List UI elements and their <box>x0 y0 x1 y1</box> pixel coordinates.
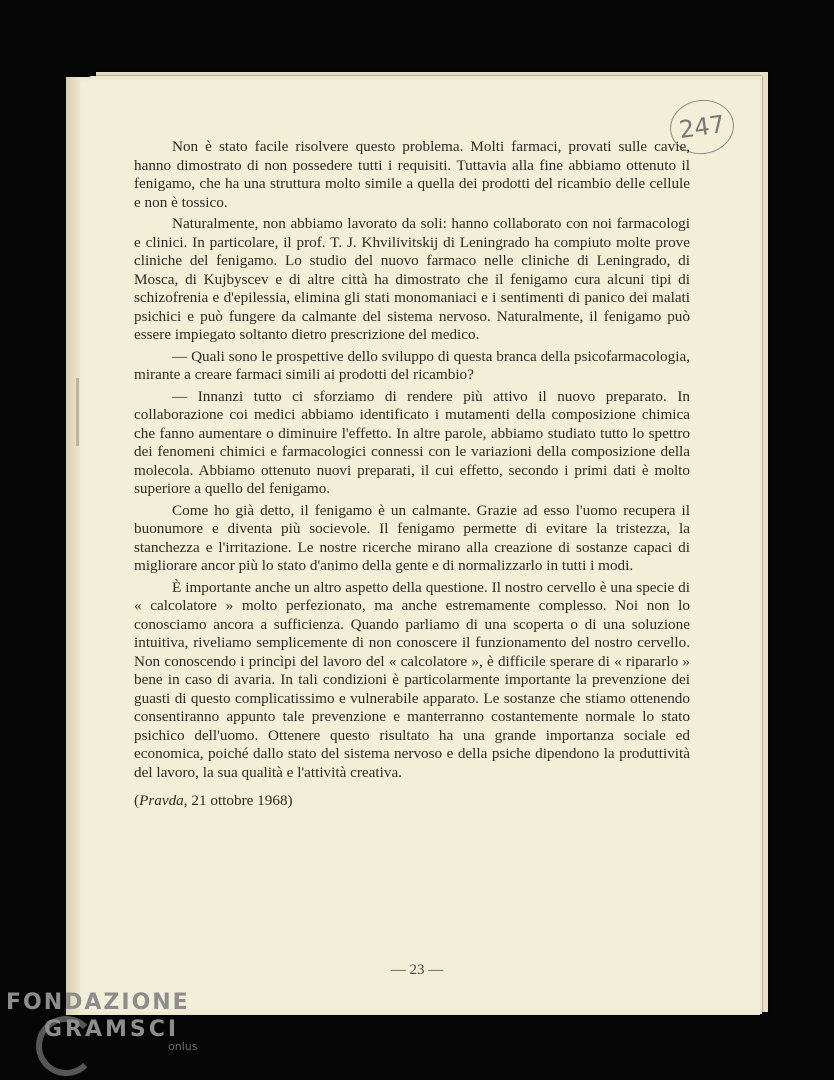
page-number: — 23 — <box>390 962 444 978</box>
logo-line-2: GRAMSCI <box>44 1017 180 1042</box>
source-publication: Pravda, <box>139 792 188 809</box>
paragraph: — Quali sono le prospettive dello sviluppo di questa branca della psicofarmacologia, mirante a creare farmaci simili ai prodotti del ricambio? <box>134 347 690 383</box>
paragraph: — Innanzi tutto ci sforziamo di rendere più attivo il nuovo preparato. In collaborazione coi medici abbiamo identificato i mutamenti della composizione chimica che fanno aumentare o diminuire l'effetto. In altre parole, abbiamo studiato tutto lo spettro dei fenomeni chimici e farmacologici connessi con le variazioni della composizione della molecola. Abbiamo ottenuto nuovi preparati, il cui effetto, secondo i primi dati è molto superiore a quello del fenigamo. <box>134 387 690 497</box>
paragraph: È importante anche un altro aspetto della questione. Il nostro cervello è una specie di « calcolatore » molto perfezionato, ma anche estremamente complesso. Noi non lo conosciamo ancora a sufficienza. Quando parliamo di una scoperta o di una soluzione intuitiva, riveliamo semplicemente di non conoscere il funzionamento del nostro cervello. Non conoscendo i princìpi del lavoro del « calcolatore », è difficile sperare di « ripararlo » bene in caso di avaria. In tali condizioni è particolarmente importante la prevenzione dei guasti di questo complicatissimo e vulnerabile apparato. Le sostanze che stiamo ottenendo consentiranno appunto tale prevenzione e manterranno costantemente normale lo stato psichico dell'uomo. Ottenere questo risultato ha una grande importanza sociale ed economica, poiché dallo stato del sistema nervoso e della psiche dipendono la produttività del lavoro, la sua qualità e l'attività creativa. <box>134 578 690 781</box>
logo-g-mark <box>36 1016 96 1076</box>
source-open: ( <box>134 792 140 809</box>
paragraph: Come ho già detto, il fenigamo è un calmante. Grazie ad esso l'uomo recupera il buonumore e diventa più socievole. Il fenigamo permette di evitare la tristezza, la stanchezza e l'irritazione. Le nostre ricerche mirano alla creazione di sostanze capaci di migliorare ancor più lo stato d'animo della gente e di normalizzarlo in tutti i modi. <box>134 501 690 574</box>
paragraph: Naturalmente, non abbiamo lavorato da soli: hanno collaborato con noi farmacologi e clinici. In particolare, il prof. T. J. Khvilivitskij di Leningrado ha compiuto molte prove cliniche del fenigamo. Lo studio del nuovo farmaco nelle cliniche di Leningrado, di Mosca, di Kujbyscev e di altre città ha dimostrato che il fenigamo cura alcuni tipi di schizofrenia e d'epilessia, elimina gli stati monomaniaci e i sentimenti di panico dei malati psichici e può fungere da calmante del sistema nervoso. Naturalmente, il fenigamo può essere impiegato soltanto dietro prescrizione del medico. <box>134 215 690 343</box>
watermark-logo <box>6 990 197 1053</box>
folio-text: 247 <box>677 109 727 145</box>
article-body <box>134 138 690 814</box>
source-citation <box>134 792 690 811</box>
staple <box>76 378 79 446</box>
paragraph: Non è stato facile risolvere questo problema. Molti farmaci, provati sulle cavie, hanno dimostrato di non possedere tutti i requisiti. Tuttavia alla fine abbiamo ottenuto il fenigamo, che ha una struttura molto simile a quella dei prodotti del ricambio delle cellule e non è tossico. <box>134 138 690 211</box>
source-date: 21 ottobre 1968) <box>187 792 293 809</box>
logo-suffix: onlus <box>168 1040 198 1053</box>
logo-line-1: FONDAZIONE <box>6 990 190 1015</box>
page-spine <box>66 77 80 1015</box>
